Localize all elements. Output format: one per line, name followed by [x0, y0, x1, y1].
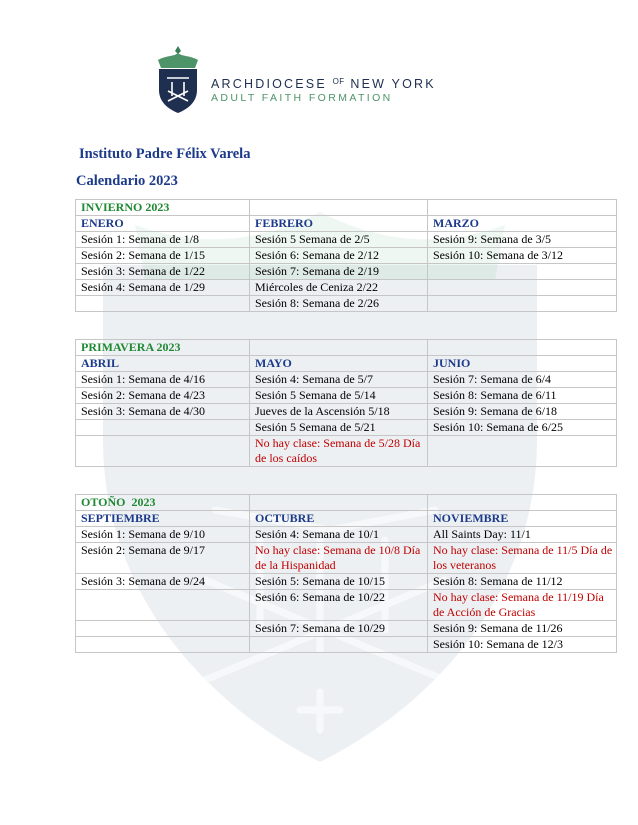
- month-header: ABRIL: [76, 356, 250, 372]
- session-cell: Sesión 7: Semana de 6/4: [428, 372, 617, 388]
- month-row: [76, 511, 617, 527]
- session-cell: Jueves de la Ascensión 5/18: [250, 404, 428, 420]
- table-cell: [428, 200, 617, 216]
- session-cell: Sesión 10: Semana de 3/12: [428, 248, 617, 264]
- month-row: [76, 216, 617, 232]
- no-class-cell: No hay clase: Semana de 5/28 Día de los caídos: [250, 436, 428, 467]
- session-cell: [76, 621, 250, 637]
- session-cell: Sesión 9: Semana de 3/5: [428, 232, 617, 248]
- season-label: INVIERNO 2023: [76, 200, 250, 216]
- season-row: [76, 495, 617, 511]
- month-header: MARZO: [428, 216, 617, 232]
- month-header: ENERO: [76, 216, 250, 232]
- month-header: OCTUBRE: [250, 511, 428, 527]
- session-cell: Sesión 2: Semana de 4/23: [76, 388, 250, 404]
- session-cell: Sesión 10: Semana de 6/25: [428, 420, 617, 436]
- session-cell: Sesión 1: Semana de 4/16: [76, 372, 250, 388]
- session-cell: Sesión 9: Semana de 6/18: [428, 404, 617, 420]
- session-cell: Miércoles de Ceniza 2/22: [250, 280, 428, 296]
- session-cell: [76, 436, 250, 467]
- session-cell: Sesión 7: Semana de 2/19: [250, 264, 428, 280]
- table-row: [76, 574, 617, 590]
- session-cell: Sesión 4: Semana de 5/7: [250, 372, 428, 388]
- no-class-cell: No hay clase: Semana de 11/5 Día de los veteranos: [428, 543, 617, 574]
- session-cell: Sesión 10: Semana de 12/3: [428, 637, 617, 653]
- session-cell: [76, 637, 250, 653]
- month-header: SEPTIEMBRE: [76, 511, 250, 527]
- table-row: [76, 621, 617, 637]
- no-class-cell: No hay clase: Semana de 10/8 Día de la Hispanidad: [250, 543, 428, 574]
- table-row: [76, 264, 617, 280]
- season-row: [76, 200, 617, 216]
- session-cell: Sesión 6: Semana de 2/12: [250, 248, 428, 264]
- month-header: FEBRERO: [250, 216, 428, 232]
- session-cell: Sesión 8: Semana de 2/26: [250, 296, 428, 312]
- session-cell: [428, 280, 617, 296]
- session-cell: Sesión 5 Semana de 2/5: [250, 232, 428, 248]
- table-row: [76, 527, 617, 543]
- month-header: MAYO: [250, 356, 428, 372]
- session-cell: Sesión 5 Semana de 5/21: [250, 420, 428, 436]
- session-cell: Sesión 6: Semana de 10/22: [250, 590, 428, 621]
- session-cell: [428, 296, 617, 312]
- month-row: [76, 356, 617, 372]
- document-title: Instituto Padre Félix Varela: [79, 146, 251, 162]
- brand-name: ARCHDIOCESE $^{OF}$ NEW YORK: [211, 77, 436, 91]
- session-cell: [250, 637, 428, 653]
- table-row: [76, 372, 617, 388]
- session-cell: Sesión 3: Semana de 1/22: [76, 264, 250, 280]
- table-row: [76, 232, 617, 248]
- table-row: [76, 590, 617, 621]
- table-cell: [428, 495, 617, 511]
- table-cell: [250, 495, 428, 511]
- session-cell: [76, 420, 250, 436]
- session-cell: Sesión 1: Semana de 9/10: [76, 527, 250, 543]
- session-cell: All Saints Day: 11/1: [428, 527, 617, 543]
- spring-calendar-table: [75, 339, 617, 467]
- session-cell: Sesión 4: Semana de 1/29: [76, 280, 250, 296]
- fall-calendar-table: [75, 494, 617, 653]
- session-cell: Sesión 7: Semana de 10/29: [250, 621, 428, 637]
- session-cell: Sesión 9: Semana de 11/26: [428, 621, 617, 637]
- table-row: [76, 436, 617, 467]
- table-row: [76, 404, 617, 420]
- session-cell: Sesión 5 Semana de 5/14: [250, 388, 428, 404]
- table-row: [76, 420, 617, 436]
- table-row: [76, 248, 617, 264]
- session-cell: Sesión 2: Semana de 1/15: [76, 248, 250, 264]
- session-cell: [428, 436, 617, 467]
- session-cell: Sesión 5: Semana de 10/15: [250, 574, 428, 590]
- session-cell: Sesión 2: Semana de 9/17: [76, 543, 250, 574]
- brand-text: [211, 77, 436, 104]
- season-label: OTOÑO 2023: [76, 495, 250, 511]
- session-cell: [428, 264, 617, 280]
- table-row: [76, 637, 617, 653]
- brand-subtitle: ADULT FAITH FORMATION: [211, 92, 393, 104]
- table-cell: [250, 340, 428, 356]
- session-cell: Sesión 4: Semana de 10/1: [250, 527, 428, 543]
- session-cell: [76, 590, 250, 621]
- table-row: [76, 388, 617, 404]
- month-header: JUNIO: [428, 356, 617, 372]
- session-cell: [76, 296, 250, 312]
- session-cell: Sesión 8: Semana de 6/11: [428, 388, 617, 404]
- session-cell: Sesión 3: Semana de 9/24: [76, 574, 250, 590]
- table-cell: [428, 340, 617, 356]
- month-header: NOVIEMBRE: [428, 511, 617, 527]
- archdiocese-header: [155, 46, 455, 118]
- session-cell: Sesión 1: Semana de 1/8: [76, 232, 250, 248]
- season-row: [76, 340, 617, 356]
- session-cell: Sesión 3: Semana de 4/30: [76, 404, 250, 420]
- archdiocese-shield-logo-icon: [155, 46, 201, 114]
- table-row: [76, 296, 617, 312]
- table-row: [76, 543, 617, 574]
- session-cell: Sesión 8: Semana de 11/12: [428, 574, 617, 590]
- table-cell: [250, 200, 428, 216]
- document-subtitle: Calendario 2023: [76, 173, 178, 189]
- no-class-cell: No hay clase: Semana de 11/19 Día de Acción de Gracias: [428, 590, 617, 621]
- season-label: PRIMAVERA 2023: [76, 340, 250, 356]
- winter-calendar-table: [75, 199, 617, 312]
- table-row: [76, 280, 617, 296]
